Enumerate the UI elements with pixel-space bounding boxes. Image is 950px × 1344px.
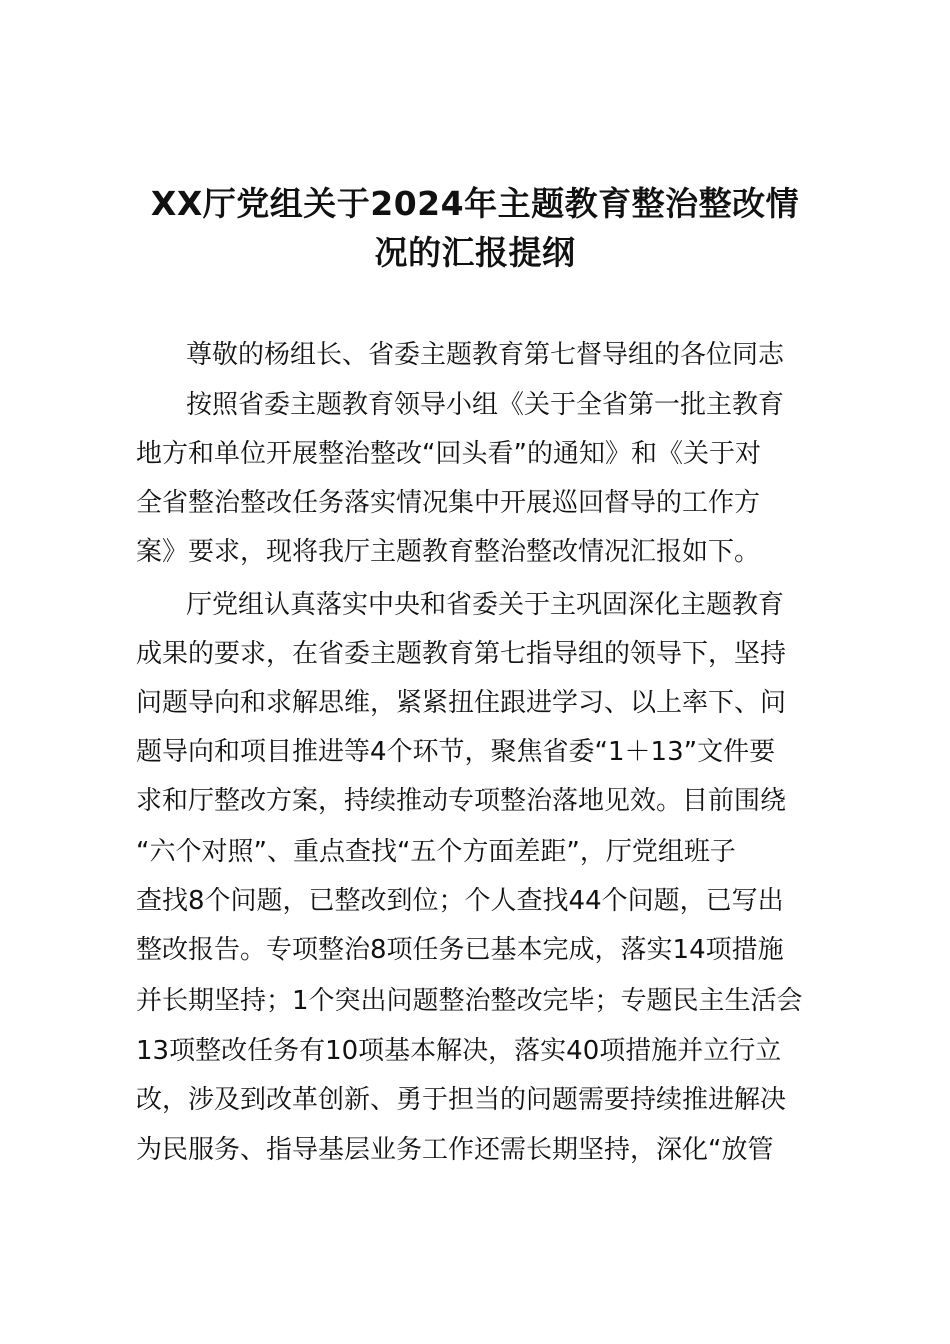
paragraph-2-line-3: 问题导向和求解思维，紧紧扭住跟进学习、以上率下、问 bbox=[136, 688, 787, 718]
paragraph-2-line-5: 求和厅整改方案，持续推动专项整治落地见效。目前围绕 bbox=[136, 786, 787, 816]
paragraph-2-line-10: 13项整改任务有10项基本解决，落实40项措施并立行立 bbox=[136, 1036, 782, 1066]
paragraph-2-line-1: 厅党组认真落实中央和省委关于主巩固深化主题教育 bbox=[186, 590, 785, 620]
document-title-line-2: 况的汇报提纲 bbox=[374, 233, 576, 272]
paragraph-2-line-4: 题导向和项目推进等4个环节，聚焦省委“1＋13”文件要 bbox=[136, 737, 776, 767]
paragraph-2-line-9: 并长期坚持；1个突出问题整治整改完毕；专题民主生活会 bbox=[136, 986, 803, 1016]
paragraph-2-line-6: “六个对照”、重点查找“五个方面差距”，厅党组班子 bbox=[136, 837, 736, 867]
paragraph-2-line-11: 改，涉及到改革创新、勇于担当的问题需要持续推进解决 bbox=[136, 1085, 787, 1115]
paragraph-1-line-4: 案》要求，现将我厅主题教育整治整改情况汇报如下。 bbox=[136, 537, 761, 567]
paragraph-2-line-2: 成果的要求，在省委主题教育第七指导组的领导下，坚持 bbox=[136, 639, 787, 669]
paragraph-2-line-12: 为民服务、指导基层业务工作还需长期坚持，深化“放管 bbox=[136, 1135, 774, 1165]
salutation-line: 尊敬的杨组长、省委主题教育第七督导组的各位同志 bbox=[186, 340, 785, 370]
paragraph-1-line-3: 全省整治整改任务落实情况集中开展巡回督导的工作方 bbox=[136, 488, 761, 518]
paragraph-2-line-7: 查找8个问题，已整改到位；个人查找44个问题，已写出 bbox=[136, 886, 784, 916]
paragraph-2-line-8: 整改报告。专项整治8项任务已基本完成，落实14项措施 bbox=[136, 935, 784, 965]
paragraph-1-line-1: 按照省委主题教育领导小组《关于全省第一批主教育 bbox=[186, 390, 785, 420]
paragraph-1-line-2: 地方和单位开展整治整改“回头看”的通知》和《关于对 bbox=[136, 439, 761, 469]
document-title-line-1: XX厅党组关于2024年主题教育整治整改情 bbox=[150, 184, 800, 223]
